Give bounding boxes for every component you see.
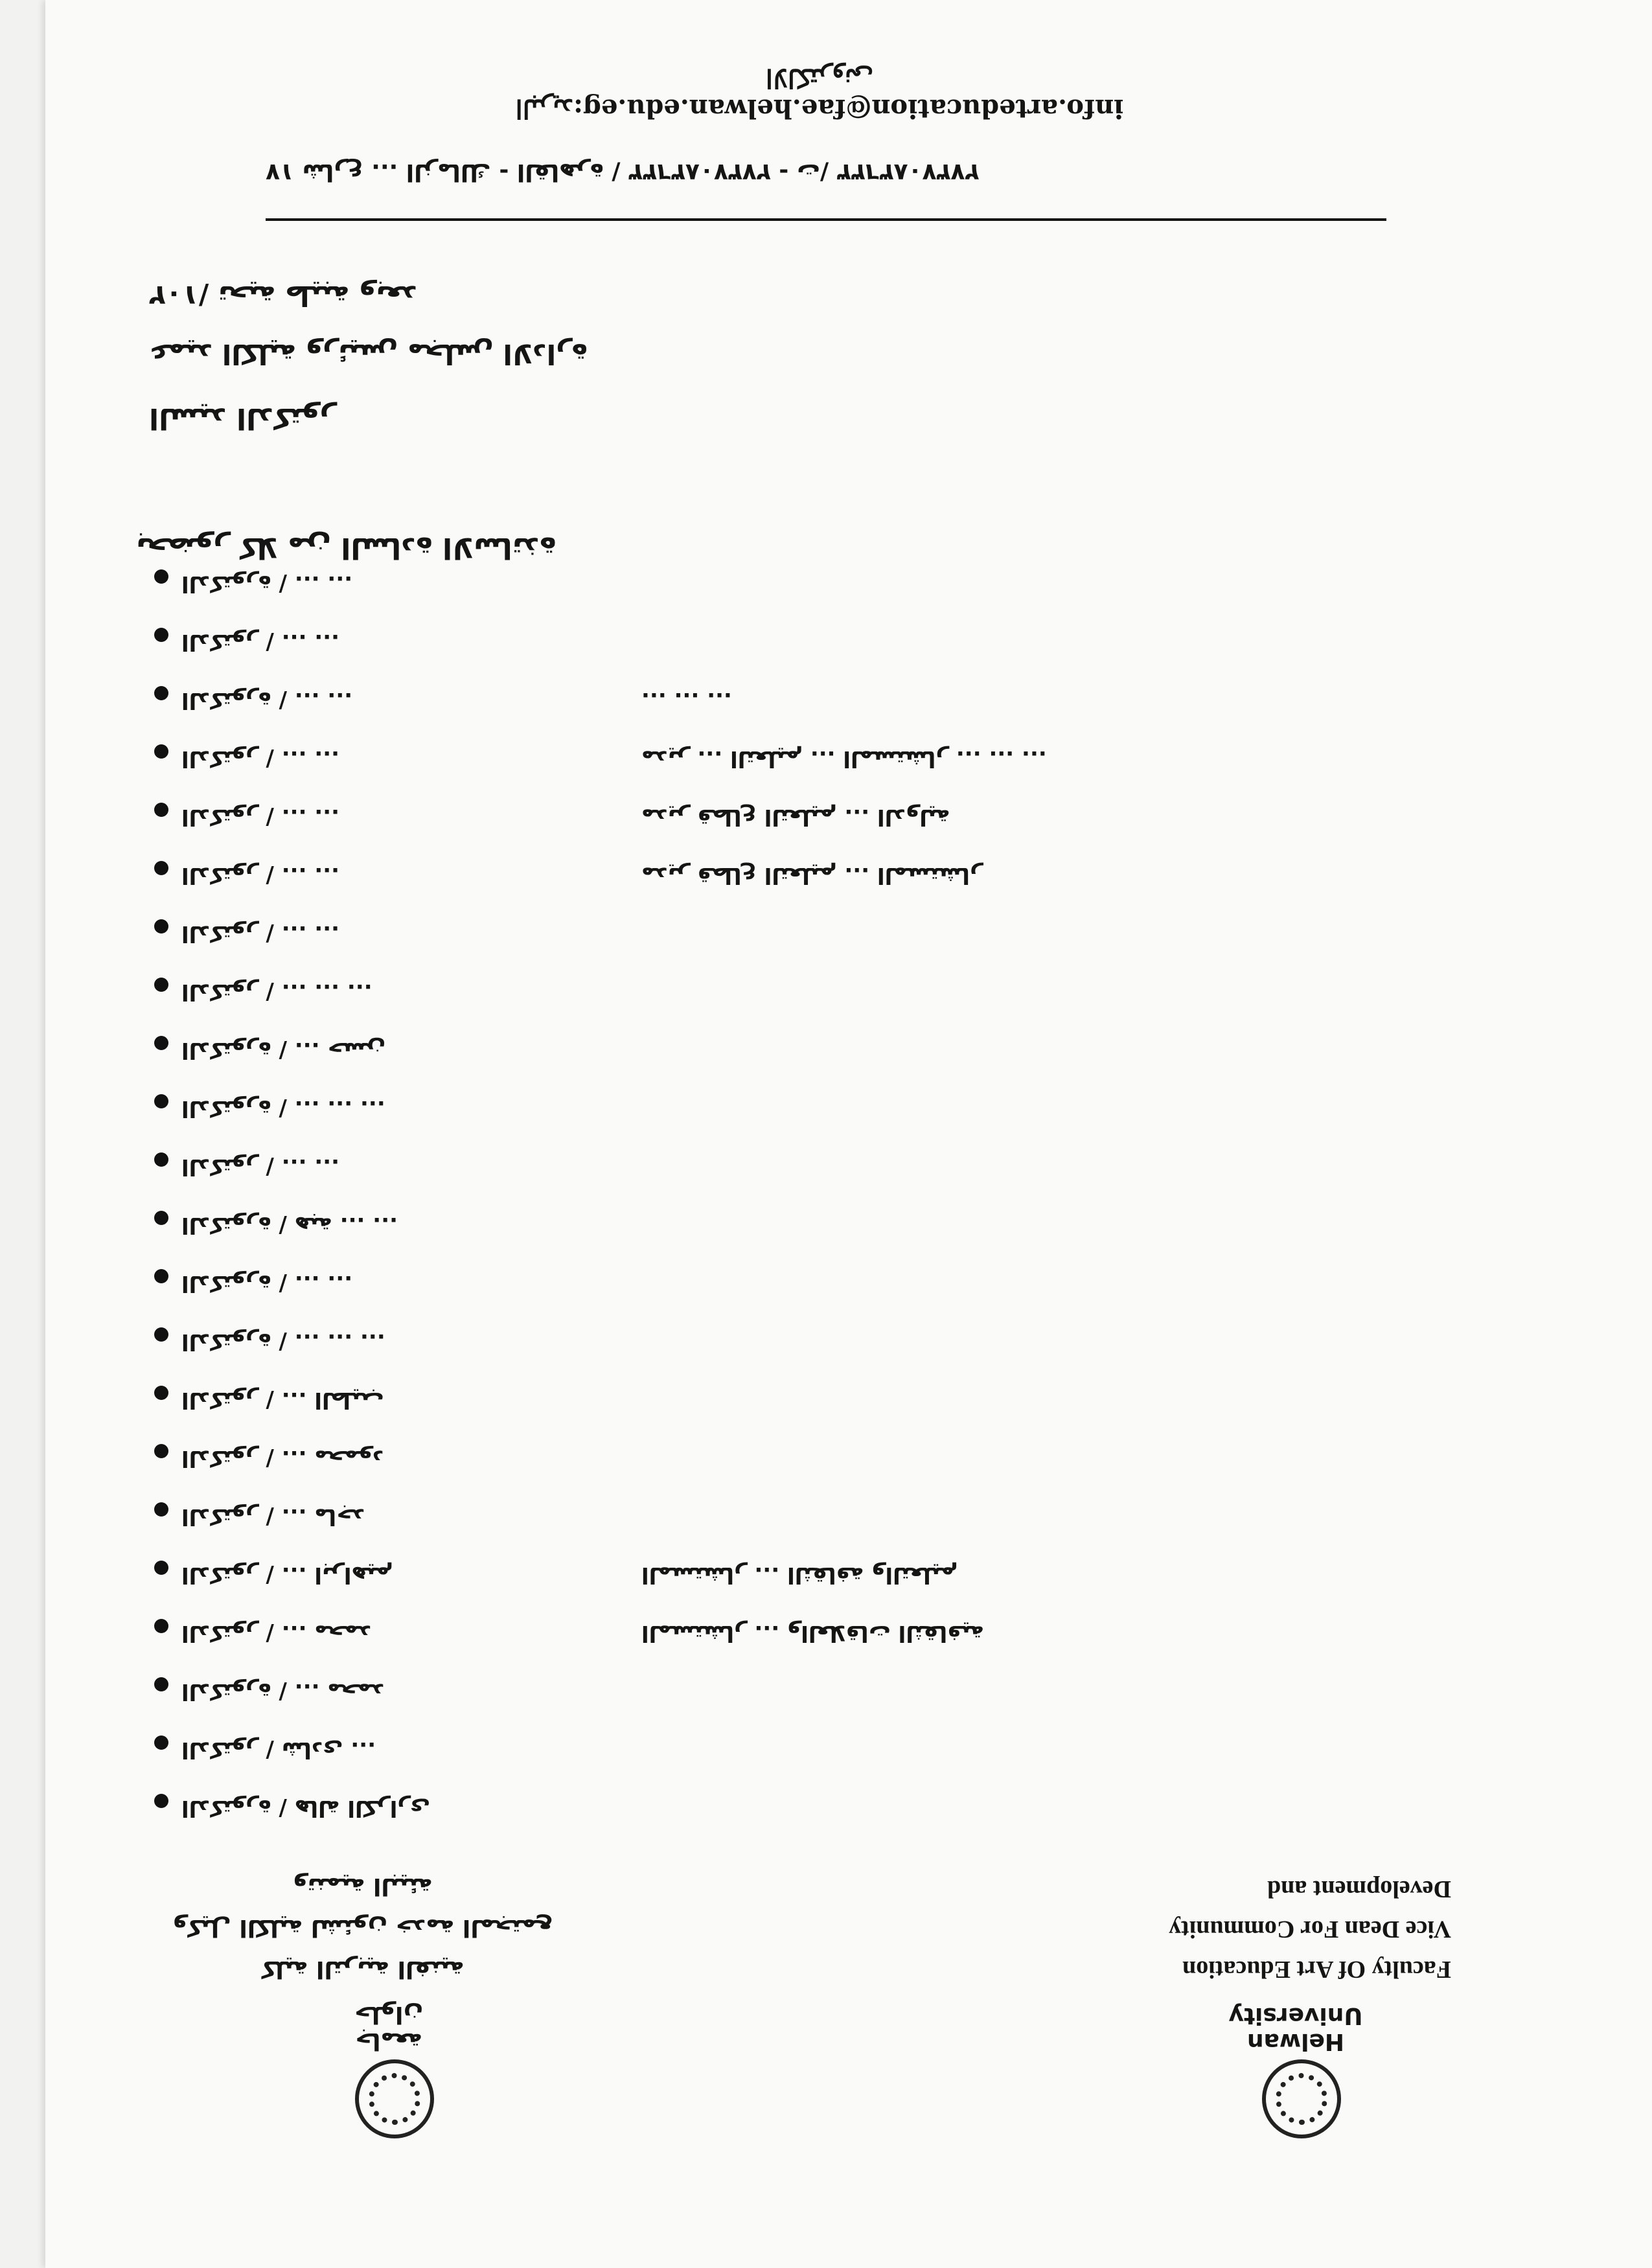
bullet-icon: [154, 1677, 168, 1691]
attendee-role: مدير ... التعليم ... المستشار ... ... ...: [641, 746, 1047, 772]
faculty-block-ar: [168, 1865, 557, 1989]
attendee-name: الدكتور / ... ...: [181, 746, 340, 772]
list-item: [0, 616, 1652, 655]
list-item: [0, 1432, 1652, 1471]
attendee-name: الدكتورة / ... ...: [181, 1270, 353, 1296]
bullet-icon: [154, 569, 168, 584]
attendee-name: الدكتور / ... الطيب: [181, 1387, 384, 1413]
bullet-icon: [154, 1444, 168, 1458]
university-seal-icon: [1262, 2059, 1341, 2138]
attendee-name: الدكتور / ... محمود: [181, 1445, 384, 1471]
list-item: [0, 1316, 1652, 1355]
faculty-name-en: Faculty Of Art Education: [1182, 1956, 1451, 1983]
bullet-icon: [154, 919, 168, 934]
university-seal-icon: [355, 2059, 434, 2138]
attendee-name: الدكتور / ... ...: [181, 804, 340, 830]
attendee-name: الدكتور / ... ابراهيم: [181, 1562, 393, 1588]
bullet-icon: [154, 628, 168, 642]
list-item: [0, 1199, 1652, 1238]
list-item: [0, 1724, 1652, 1763]
attendee-name: الدكتورة / ... حسن: [181, 1037, 386, 1063]
dev-ar: وتنمية البيئة: [293, 1873, 433, 1899]
attendee-name: الدكتور / ... ...: [181, 1154, 340, 1180]
attendee-name: الدكتور / ... ...: [181, 862, 340, 888]
list-item: [0, 1024, 1652, 1063]
list-item: [0, 791, 1652, 830]
vice-dean-ar: وكيل الكلية لشئون خدمة المجتمع: [172, 1914, 553, 1941]
list-item: [0, 908, 1652, 946]
bullet-icon: [154, 803, 168, 817]
attendee-name: الدكتورة / هالة الكرارى: [181, 1795, 431, 1821]
bullet-icon: [154, 1619, 168, 1633]
attendee-name: الدكتور / ... ...: [181, 629, 340, 655]
attendee-name: الدكتور / ... ... ...: [181, 979, 373, 1005]
bullet-icon: [154, 978, 168, 992]
footer-address: ١٧ شارع ... الزمالك - القاهرة / ٢٧٣٧٠٨٣٦٣٣ - ت/ ٢٧٣٧٠٨٣٦٣٣: [266, 159, 980, 185]
university-name-ar: جامعة حلوان: [354, 2001, 424, 2054]
vice-dean-line-2: Development and: [1267, 1875, 1451, 1903]
list-item: [0, 1607, 1652, 1646]
bullet-icon: [154, 1094, 168, 1108]
list-item: [0, 674, 1652, 713]
attendee-name: الدكتور / شادى ...: [181, 1737, 376, 1763]
bullet-icon: [154, 1036, 168, 1050]
bullet-icon: [154, 1386, 168, 1400]
bullet-icon: [154, 1735, 168, 1750]
list-item: [0, 733, 1652, 772]
greeting-line: ١٠٢/ تحية طيبة وبعد: [149, 280, 417, 312]
bullet-icon: [154, 1502, 168, 1517]
recipient-title: السيد الدكتور: [149, 402, 336, 435]
list-item: [0, 966, 1652, 1005]
bullet-icon: [154, 861, 168, 875]
bullet-icon: [154, 1211, 168, 1225]
attendee-name: الدكتورة / ... محمد: [181, 1678, 385, 1704]
attendee-name: الدكتورة / ... ... ...: [181, 1095, 385, 1121]
bullet-icon: [154, 1561, 168, 1575]
bullet-icon: [154, 1269, 168, 1283]
faculty-block-en: [1088, 1869, 1451, 1989]
attendee-name: الدكتور / ... ...: [181, 921, 340, 946]
attendee-name: الدكتورة / ... ...: [181, 687, 353, 713]
attendee-role: المستشار ... والعلاقات الثقافية: [641, 1620, 984, 1646]
attendee-name: الدكتورة / ... ...: [181, 571, 353, 597]
attendee-role: ... ... ...: [641, 687, 732, 713]
bullet-icon: [154, 686, 168, 700]
bullet-icon: [154, 1327, 168, 1342]
attendee-name: الدكتورة / هبة ... ...: [181, 1212, 398, 1238]
attendees-heading: بحضور كلا من السادة الاساتذة: [136, 531, 556, 564]
attendee-name: الدكتور / ... ماجد: [181, 1504, 365, 1529]
list-item: [0, 1491, 1652, 1529]
bullet-icon: [154, 1794, 168, 1808]
recipient-position: عميد الكلية ورئيس مجلس الادارة: [149, 338, 588, 370]
footer-divider: [266, 218, 1386, 221]
vice-dean-line-1: Vice Dean For Community: [1169, 1916, 1451, 1943]
attendee-role: مدير قطاع التعليم ... المستشار: [641, 862, 983, 888]
list-item: [0, 1141, 1652, 1180]
list-item: [0, 1374, 1652, 1413]
attendee-role: المستشار ... الثقافة والتعليم: [641, 1562, 958, 1588]
list-item: [0, 1257, 1652, 1296]
university-name-en: Helwan University: [1228, 2002, 1363, 2055]
footer-email: info.arteducation@fae.helwan.edu.eg:البريد الالكترونى: [515, 63, 1124, 124]
list-item: [0, 849, 1652, 888]
attendee-name: الدكتورة / ... ... ...: [181, 1329, 385, 1355]
list-item: [0, 1782, 1652, 1821]
list-item: [0, 1549, 1652, 1588]
bullet-icon: [154, 1152, 168, 1167]
list-item: [0, 1082, 1652, 1121]
faculty-name-ar: كلية التربية الفنية: [261, 1956, 465, 1982]
bullet-icon: [154, 744, 168, 759]
attendee-name: الدكتور / ... محمد: [181, 1620, 372, 1646]
attendee-role: مدير قطاع التعليم ... الدولية: [641, 804, 950, 830]
list-item: [0, 1666, 1652, 1704]
